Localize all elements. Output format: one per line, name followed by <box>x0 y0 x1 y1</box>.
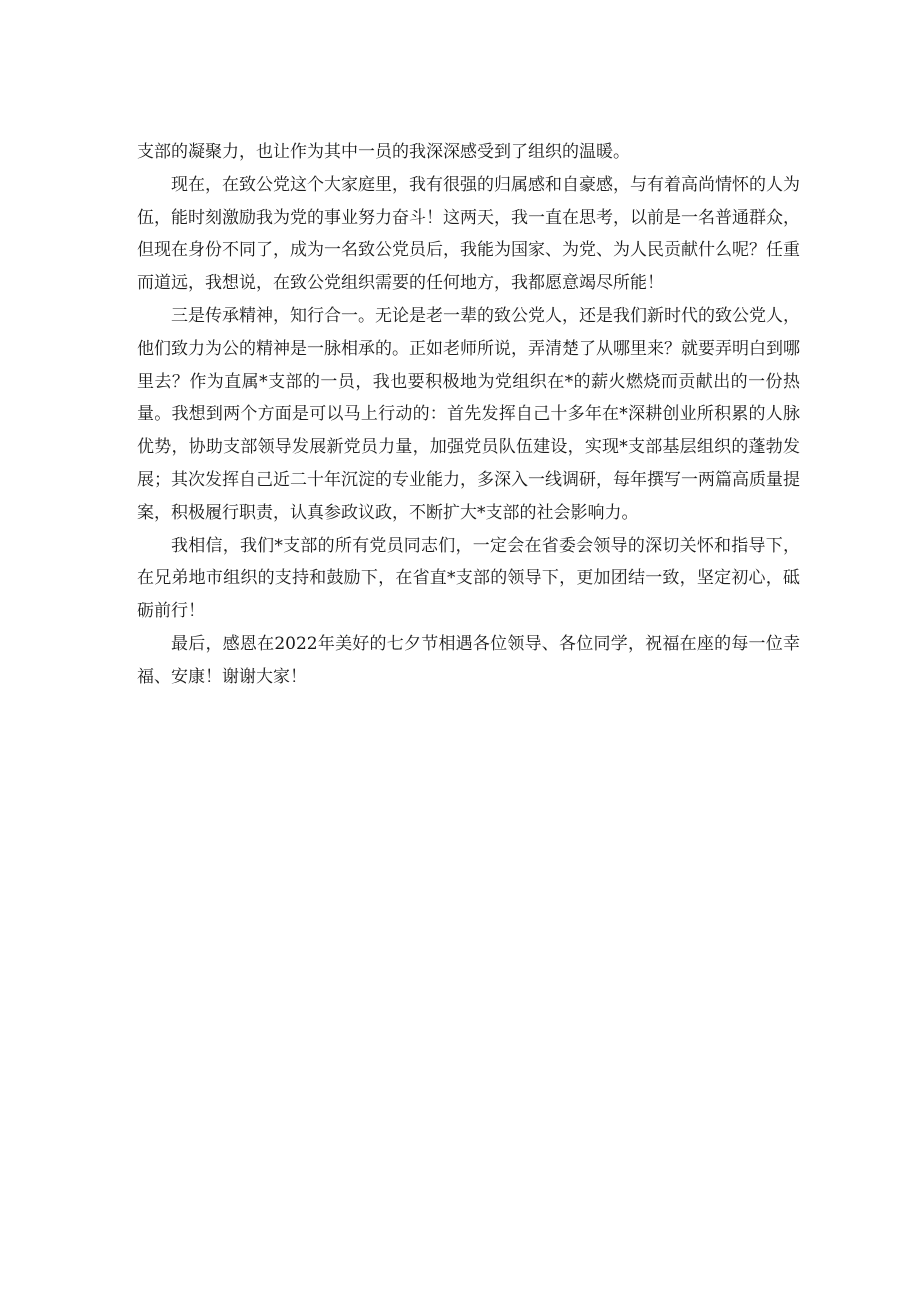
paragraph-1: 支部的凝聚力，也让作为其中一员的我深深感受到了组织的温暖。 <box>137 142 630 162</box>
document-body <box>137 136 800 694</box>
paragraph-4: 我相信，我们*支部的所有党员同志们，一定会在省委会领导的深切关怀和指导下，在兄弟地市组织的支持和鼓励下，在省直*支部的领导下，更加团结一致，坚定初心，砥砺前行！ <box>137 535 800 622</box>
paragraph-3: 三是传承精神，知行合一。无论是老一辈的致公党人，还是我们新时代的致公党人，他们致力为公的精神是一脉相承的。正如老师所说，弄清楚了从哪里来？就要弄明白到哪里去？作为直属*支部的一员，我也要积极地为党组织在*的薪火燃烧而贡献出的一份热量。我想到两个方面是可以马上行动的：首先发挥自己十多年在*深耕创业所积累的人脉优势，协助支部领导发展新党员力量，加强党员队伍建设，实现*支部基层组织的蓬勃发展；其次发挥自己近二十年沉淀的专业能力，多深入一线调研，每年撰写一两篇高质量提案，积极履行职责，认真参政议政，不断扩大*支部的社会影响力。 <box>137 305 800 523</box>
paragraph-2: 现在，在致公党这个大家庭里，我有很强的归属感和自豪感，与有着高尚情怀的人为伍，能时刻激励我为党的事业努力奋斗！这两天，我一直在思考，以前是一名普通群众，但现在身份不同了，成为一名致公党员后，我能为国家、为党、为人民贡献什么呢？任重而道远，我想说，在致公党组织需要的任何地方，我都愿意竭尽所能！ <box>137 174 800 294</box>
paragraph-5: 最后，感恩在2022年美好的七夕节相遇各位领导、各位同学，祝福在座的每一位幸福、安康！谢谢大家！ <box>137 633 800 687</box>
